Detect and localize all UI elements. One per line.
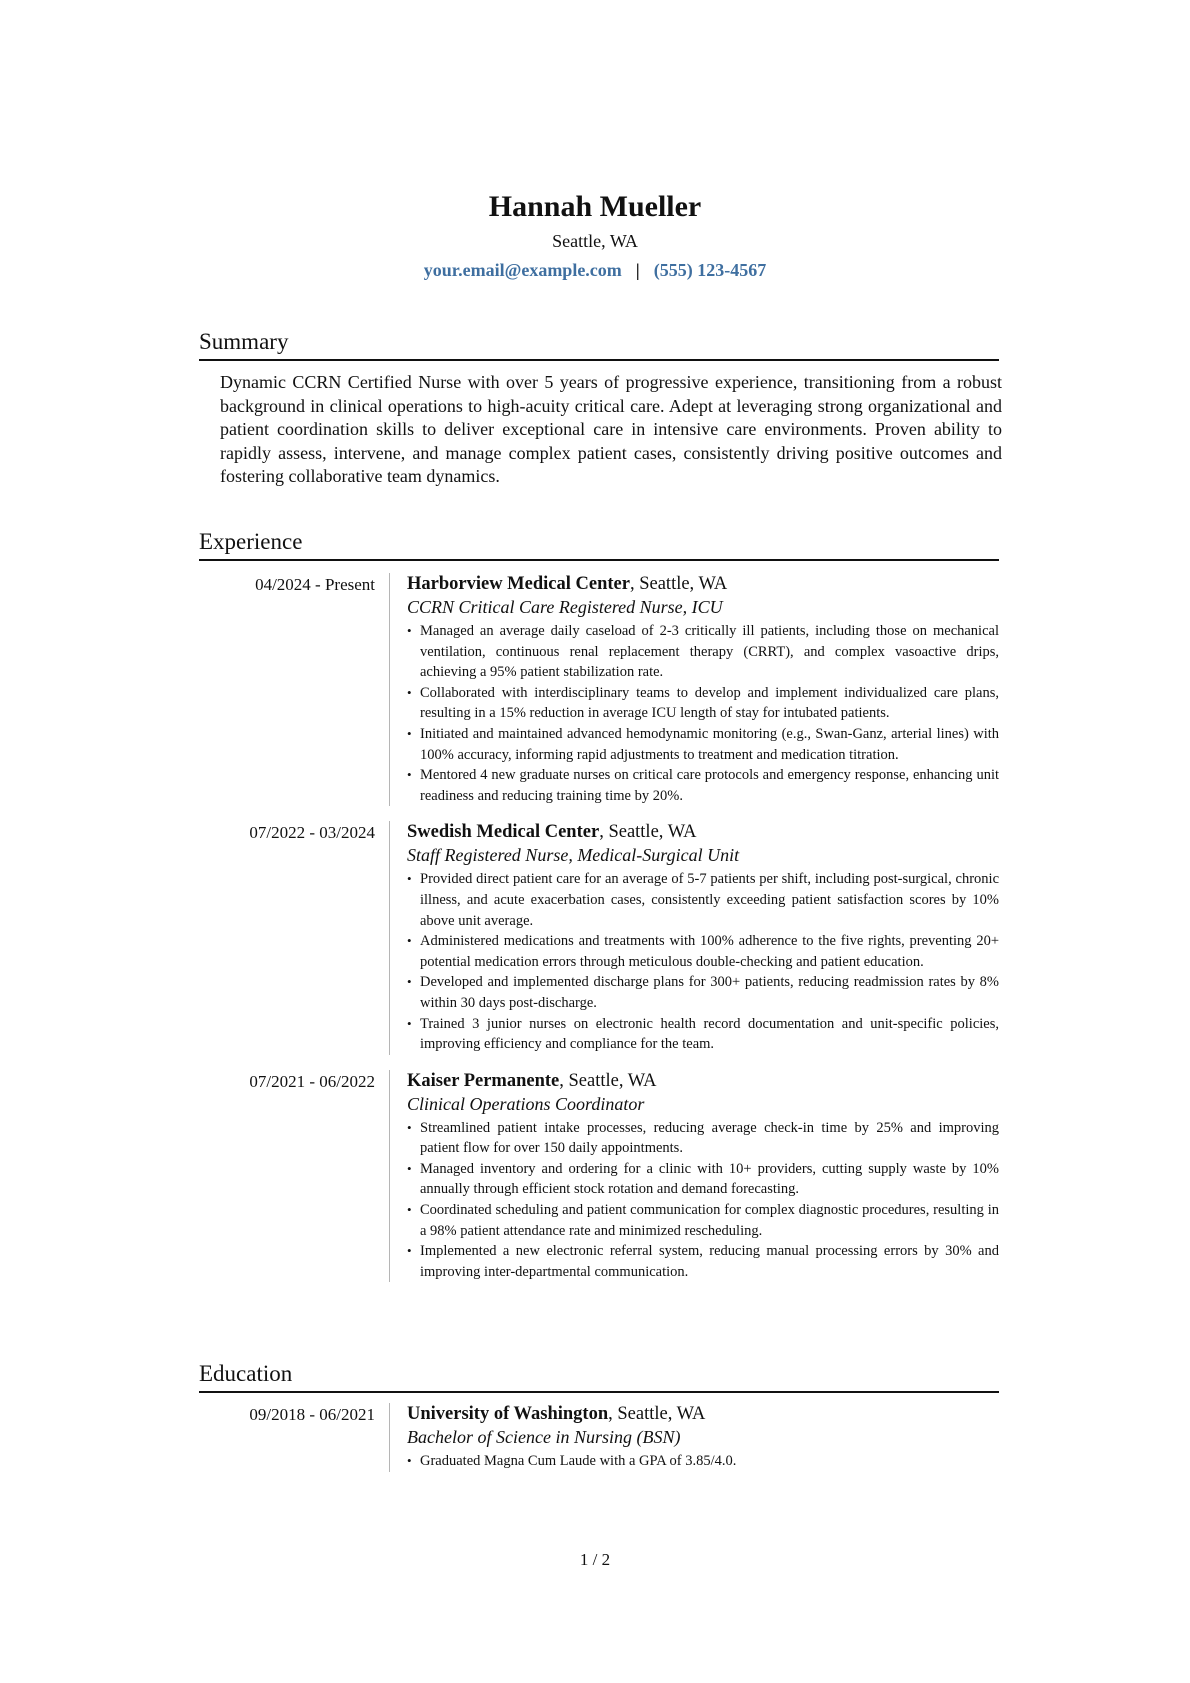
entry-organization [407,1403,999,1426]
entry-bullets [407,1451,999,1472]
education-list [199,1403,999,1472]
entry-bullets [407,1118,999,1283]
entry-divider [389,1070,390,1283]
summary-heading: Summary [199,327,999,361]
bullet-item: • Mentored 4 new graduate nurses on critical care protocols and emergency response, enhancing unit readiness and reducing training time by 20%. [407,765,999,806]
entry-date: 09/2018 - 06/2021 [249,1405,375,1424]
entry-body [407,573,999,806]
entry-divider [389,821,390,1054]
organization-name: University of Washington [407,1404,609,1424]
candidate-name: Hannah Mueller [488,190,702,223]
bullet-item: • Managed inventory and ordering for a clinic with 10+ providers, cutting supply waste by 10% annually through efficient stock rotation and demand forecasting. [407,1159,999,1200]
contact-separator: | [635,260,640,280]
entry-organization [407,1070,999,1093]
summary-section [199,327,1002,489]
organization-location: , Seattle, WA [629,574,728,594]
bullet-item: • Implemented a new electronic referral system, reducing manual processing errors by 30% and improving inter-departmental communication. [407,1241,999,1282]
experience-section [199,527,999,1282]
organization-location: , Seattle, WA [559,1070,657,1091]
entry-role: CCRN Critical Care Registered Nurse, ICU [407,597,723,617]
organization-location: , Seattle, WA [599,822,697,843]
organization-name: Harborview Medical Center [407,574,630,594]
organization-name: Kaiser Permanente [407,1070,560,1091]
education-heading: Education [199,1359,999,1393]
bullet-item: • Collaborated with interdisciplinary teams to develop and implement individualized care plans, resulting in a 15% reduction in average ICU length of stay for intubated patients. [407,683,999,724]
summary-text: Dynamic CCRN Certified Nurse with over 5 years of progressive experience, transitioning from a robust background in clinical operations to high-acuity critical care. Adept at leveraging strong organizational and patient coordination skills to deliver exceptional care in intensive care environments. Proven ability to rapidly assess, intervene, and manage complex patient cases, consistently driving positive outcomes and fostering collaborative team dynamics. [220,372,1002,486]
entry-bullets [407,869,999,1054]
resume-header [0,188,1190,282]
candidate-location: Seattle, WA [552,231,638,251]
entry-role: Staff Registered Nurse, Medical-Surgical Unit [407,845,740,866]
entry [199,1403,999,1472]
experience-heading: Experience [199,527,999,561]
entry-body [407,1403,999,1472]
bullet-item: • Administered medications and treatments with 100% adherence to the five rights, preventing 20+ potential medication errors through meticulous double-checking and patient education. [407,931,999,972]
entry-date: 07/2022 - 03/2024 [249,823,375,843]
entry-date: 07/2021 - 06/2022 [249,1071,375,1091]
entry-date: 04/2024 - Present [255,575,375,594]
bullet-item: • Managed an average daily caseload of 2-3 critically ill patients, including those on mechanical ventilation, continuous renal replacement therapy (CRRT), and complex vasoactive drips, achieving a 95% patient stabilization rate. [407,621,999,683]
bullet-item: • Provided direct patient care for an average of 5-7 patients per shift, including post-surgical, chronic illness, and acute exacerbation cases, consistently exceeding patient satisfaction scores by 10% above unit average. [407,869,999,931]
bullet-item: • Trained 3 junior nurses on electronic health record documentation and unit-specific policies, improving efficiency and compliance for the team. [407,1014,999,1055]
entry-body [407,821,999,1054]
entry-organization [407,573,999,596]
bullet-item: • Initiated and maintained advanced hemodynamic monitoring (e.g., Swan-Ganz, arterial lines) with 100% accuracy, informing rapid adjustments to treatment and medication titration. [407,724,999,765]
bullet-item: • Graduated Magna Cum Laude with a GPA of 3.85/4.0. [407,1451,999,1472]
email-link[interactable]: your.email@example.com [423,260,622,280]
entry-divider [389,1403,390,1472]
bullet-item: • Streamlined patient intake processes, reducing average check-in time by 25% and improving patient flow for over 150 daily appointments. [407,1118,999,1159]
entry-divider [389,573,390,806]
entry-bullets [407,621,999,806]
entry-body [407,1070,999,1283]
page-number: 1 / 2 [579,1550,611,1569]
education-section [199,1359,999,1472]
entry [199,573,999,806]
entry [199,821,999,1054]
entry-organization [407,821,999,844]
bullet-item: • Coordinated scheduling and patient communication for complex diagnostic procedures, resulting in a 98% patient attendance rate and minimized rescheduling. [407,1200,999,1241]
entry [199,1070,999,1283]
experience-list [199,573,999,1282]
entry-role: Bachelor of Science in Nursing (BSN) [407,1427,681,1447]
organization-location: , Seattle, WA [608,1404,706,1424]
contact-line [0,258,1190,282]
bullet-item: • Developed and implemented discharge plans for 300+ patients, reducing readmission rates by 8% within 30 days post-discharge. [407,972,999,1013]
phone-link[interactable]: (555) 123-4567 [653,260,767,280]
entry-role: Clinical Operations Coordinator [407,1093,645,1114]
organization-name: Swedish Medical Center [407,822,600,843]
